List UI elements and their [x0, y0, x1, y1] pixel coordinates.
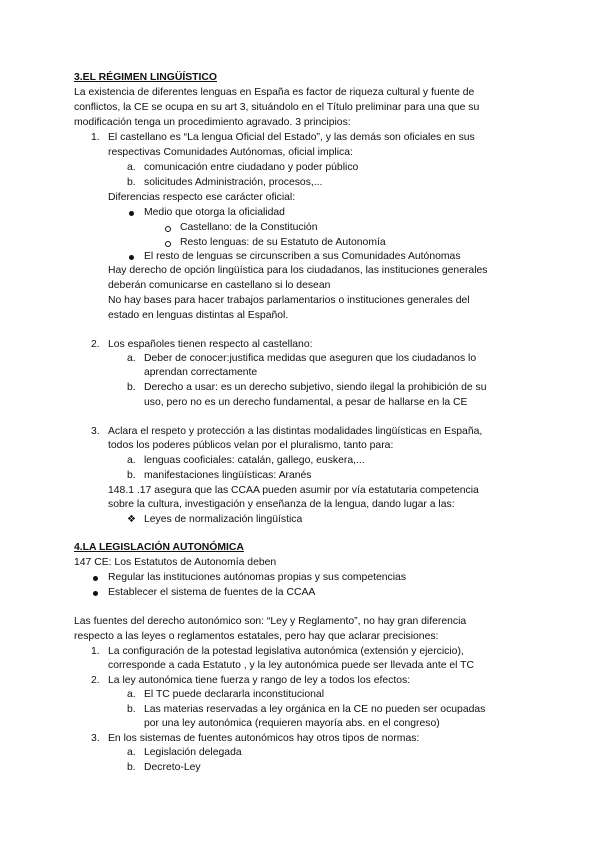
paragraph-line: estado en lenguas distintas al Español.	[108, 310, 289, 321]
paragraph-line: No hay bases para hacer trabajos parlamentarios o instituciones generales del	[108, 295, 470, 306]
list-item: lenguas cooficiales: catalán, gallego, euskera,...	[144, 455, 365, 466]
principle-2-line: Los españoles tienen respecto al castellano:	[108, 339, 313, 350]
intro-line: La existencia de diferentes lenguas en España es factor de riqueza cultural y fuente de	[74, 87, 475, 98]
list-marker: b.	[127, 382, 136, 393]
list-marker: b.	[127, 470, 136, 481]
paragraph-line: respecto a las leyes o reglamentos estatales, pero hay que aclarar precisiones:	[74, 631, 439, 642]
list-item: Las materias reservadas a ley orgánica en la CE no pueden ser ocupadas	[144, 704, 486, 715]
circle-bullet-icon	[165, 226, 171, 232]
bullet-icon	[93, 576, 98, 581]
list-item: Deber de conocer:justifica medidas que aseguren que los ciudadanos lo	[144, 353, 477, 364]
paragraph-line: deberán comunicarse en castellano si lo desean	[108, 280, 331, 291]
sub-bullet-item: Castellano: de la Constitución	[180, 222, 318, 233]
sub-bullet-item: Resto lenguas: de su Estatuto de Autonomía	[180, 237, 386, 248]
list-item: corresponde a cada Estatuto , y la ley autonómica puede ser llevada ante el TC	[108, 660, 475, 671]
bullet-icon	[93, 591, 98, 596]
list-marker: b.	[127, 704, 136, 715]
bullet-item: Establecer el sistema de fuentes de la CCAA	[108, 587, 316, 598]
list-item: Decreto-Ley	[144, 762, 201, 773]
intro-line: conflictos, la CE se ocupa en su art 3, situándolo en el Título preliminar para una que su	[74, 102, 480, 113]
bullet-item: El resto de lenguas se circunscriben a sus Comunidades Autónomas	[144, 251, 461, 262]
bullet-icon	[129, 255, 134, 260]
list-number: 2.	[91, 675, 100, 686]
principle-1-line: El castellano es “La lengua Oficial del Estado”, y las demás son oficiales en sus	[108, 132, 475, 143]
list-marker: a.	[127, 455, 136, 466]
paragraph-line: Las fuentes del derecho autonómico son: “Ley y Reglamento”, no hay gran diferencia	[74, 616, 467, 627]
list-item: Derecho a usar: es un derecho subjetivo, siendo ilegal la prohibición de su	[144, 382, 487, 393]
list-item: Legislación delegada	[144, 747, 242, 758]
list-marker: b.	[127, 762, 136, 773]
bullet-item: Leyes de normalización lingüística	[144, 514, 303, 525]
paragraph-line: sobre la cultura, investigación y enseñanza de la lengua, dando lugar a las:	[108, 499, 455, 510]
list-marker: a.	[127, 162, 136, 173]
list-item: comunicación entre ciudadano y poder público	[144, 162, 359, 173]
list-item: aprendan correctamente	[144, 367, 258, 378]
list-number: 1.	[91, 646, 100, 657]
list-item: En los sistemas de fuentes autonómicos hay otros tipos de normas:	[108, 733, 420, 744]
principle-3-line: todos los poderes públicos velan por el pluralismo, tanto para:	[108, 440, 394, 451]
bullet-icon	[129, 211, 134, 216]
differences-label: Diferencias respecto ese carácter oficial:	[108, 192, 296, 203]
intro-line: modificación tenga un procedimiento agravado. 3 principios:	[74, 117, 351, 128]
paragraph-line: 148.1 .17 asegura que las CCAA pueden asumir por vía estatutaria competencia	[108, 485, 479, 496]
section-3-heading: 3.EL RÉGIMEN LINGÜÍSTICO	[74, 72, 217, 83]
list-number: 1.	[91, 132, 100, 143]
list-item: El TC puede declararla inconstitucional	[144, 689, 325, 700]
bullet-item: Regular las instituciones autónomas propias y sus competencias	[108, 572, 407, 583]
diamond-bullet-icon: ❖	[127, 514, 136, 525]
list-number: 3.	[91, 733, 100, 744]
principle-1-line: respectivas Comunidades Autónomas, oficial implica:	[108, 147, 353, 158]
list-item: solicitudes Administración, procesos,...	[144, 177, 323, 188]
list-item: por una ley autonómica (requieren mayoría abs. en el congreso)	[144, 718, 440, 729]
list-number: 2.	[91, 339, 100, 350]
principle-3-line: Aclara el respeto y protección a las distintas modalidades lingüísticas en España,	[108, 426, 483, 437]
bullet-item: Medio que otorga la oficialidad	[144, 207, 285, 218]
list-number: 3.	[91, 426, 100, 437]
paragraph-line: 147 CE: Los Estatutos de Autonomía deben	[74, 557, 277, 568]
section-4-heading: 4.LA LEGISLACIÓN AUTONÓMICA	[74, 542, 244, 553]
list-item: La ley autonómica tiene fuerza y rango de ley a todos los efectos:	[108, 675, 411, 686]
list-marker: a.	[127, 353, 136, 364]
list-marker: a.	[127, 747, 136, 758]
list-item: uso, pero no es un derecho fundamental, a pesar de hallarse en la CE	[144, 397, 468, 408]
paragraph-line: Hay derecho de opción lingüística para los ciudadanos, las instituciones generales	[108, 265, 488, 276]
circle-bullet-icon	[165, 241, 171, 247]
list-item: La configuración de la potestad legislativa autonómica (extensión y ejercicio),	[108, 646, 464, 657]
list-marker: a.	[127, 689, 136, 700]
list-item: manifestaciones lingüísticas: Aranés	[144, 470, 312, 481]
list-marker: b.	[127, 177, 136, 188]
